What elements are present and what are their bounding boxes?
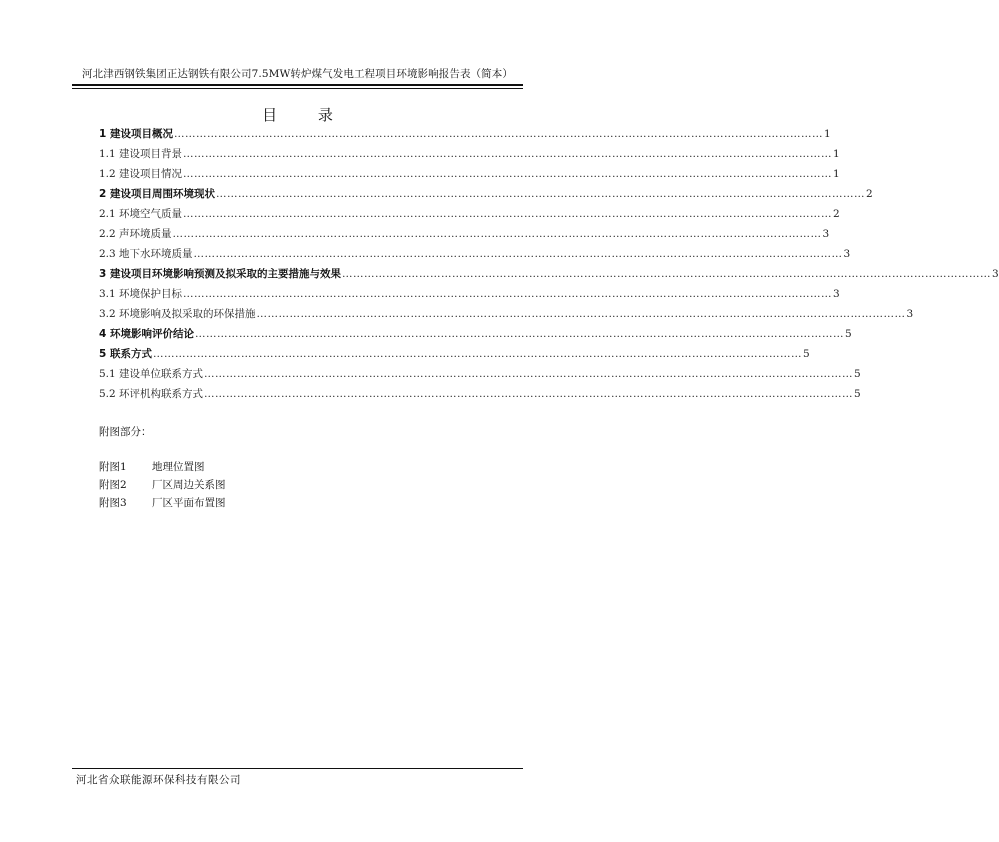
toc-dot-leader: …………………………………………………………………………………………………………………………………………………………… <box>172 228 822 240</box>
footer-rule <box>72 768 523 769</box>
toc-dot-leader: …………………………………………………………………………………………………………………………………………………………… <box>215 188 865 200</box>
appendix-item <box>99 458 226 476</box>
appendix-item-name: 厂区平面布置图 <box>152 497 226 509</box>
toc-entry[interactable] <box>99 304 914 324</box>
toc-dot-leader: …………………………………………………………………………………………………………………………………………………………… <box>194 328 844 340</box>
toc-entry-label: 3 建设项目环境影响预测及拟采取的主要措施与效果 <box>99 268 341 280</box>
toc-entry-label: 5.1 建设单位联系方式 <box>99 368 204 380</box>
appendix-item-number: 附图2 <box>99 479 127 491</box>
toc-entry-label: 3.1 环境保护目标 <box>99 288 183 300</box>
toc-entry-label: 4 环境影响评价结论 <box>99 328 194 340</box>
toc-entry[interactable] <box>99 264 999 284</box>
table-of-contents <box>99 124 999 404</box>
toc-entry-page-number: 1 <box>833 148 840 160</box>
toc-dot-leader: …………………………………………………………………………………………………………………………………………………………… <box>183 288 833 300</box>
toc-dot-leader: …………………………………………………………………………………………………………………………………………………………… <box>341 268 991 280</box>
toc-entry[interactable] <box>99 184 873 204</box>
toc-entry[interactable] <box>99 244 851 264</box>
toc-entry[interactable] <box>99 204 840 224</box>
toc-dot-leader: …………………………………………………………………………………………………………………………………………………………… <box>183 168 833 180</box>
toc-entry[interactable] <box>99 224 830 244</box>
page-footer: 河北省众联能源环保科技有限公司 <box>76 774 241 786</box>
toc-entry-label: 2.1 环境空气质量 <box>99 208 183 220</box>
toc-entry-page-number: 1 <box>833 168 840 180</box>
toc-entry-label: 2.3 地下水环境质量 <box>99 248 193 260</box>
toc-entry[interactable] <box>99 324 852 344</box>
toc-entry[interactable] <box>99 284 840 304</box>
toc-entry-page-number: 5 <box>854 368 861 380</box>
toc-entry-label: 5.2 环评机构联系方式 <box>99 388 204 400</box>
appendix-item-name: 地理位置图 <box>152 461 205 473</box>
toc-entry-page-number: 3 <box>822 228 830 240</box>
toc-dot-leader: …………………………………………………………………………………………………………………………………………………………… <box>204 388 854 400</box>
toc-entry-page-number: 2 <box>833 208 840 220</box>
header-rule-thin <box>72 88 523 89</box>
toc-title: 目 录 <box>262 106 351 124</box>
toc-entry-label: 1.1 建设项目背景 <box>99 148 183 160</box>
toc-entry-page-number: 5 <box>802 348 810 360</box>
toc-entry-label: 1 建设项目概况 <box>99 128 173 140</box>
toc-entry[interactable] <box>99 344 810 364</box>
toc-entry-page-number: 5 <box>844 328 852 340</box>
toc-dot-leader: …………………………………………………………………………………………………………………………………………………………… <box>183 148 833 160</box>
toc-entry-label: 2 建设项目周围环境现状 <box>99 188 215 200</box>
appendix-list <box>99 458 226 512</box>
appendix-item-number: 附图3 <box>99 497 127 509</box>
toc-entry-page-number: 3 <box>991 268 999 280</box>
appendix-item <box>99 476 226 494</box>
toc-entry-page-number: 1 <box>823 128 831 140</box>
toc-entry[interactable] <box>99 144 840 164</box>
appendix-item <box>99 494 226 512</box>
toc-entry-label: 2.2 声环境质量 <box>99 228 172 240</box>
page-header: 河北津西钢铁集团正达钢铁有限公司7.5MW转炉煤气发电工程项目环境影响报告表（简本） <box>82 68 513 80</box>
toc-entry-page-number: 3 <box>833 288 840 300</box>
toc-entry-label: 5 联系方式 <box>99 348 152 360</box>
toc-entry-page-number: 2 <box>865 188 873 200</box>
toc-entry[interactable] <box>99 124 831 144</box>
toc-dot-leader: …………………………………………………………………………………………………………………………………………………………… <box>152 348 802 360</box>
toc-entry-label: 1.2 建设项目情况 <box>99 168 183 180</box>
appendix-item-name: 厂区周边关系图 <box>152 479 226 491</box>
toc-dot-leader: …………………………………………………………………………………………………………………………………………………………… <box>256 308 906 320</box>
toc-entry-page-number: 5 <box>854 388 861 400</box>
appendix-item-number: 附图1 <box>99 461 127 473</box>
header-rule-thick <box>72 84 523 86</box>
appendix-title: 附图部分： <box>99 426 152 438</box>
toc-dot-leader: …………………………………………………………………………………………………………………………………………………………… <box>204 368 854 380</box>
toc-entry-page-number: 3 <box>843 248 851 260</box>
toc-entry-page-number: 3 <box>906 308 914 320</box>
toc-entry[interactable] <box>99 364 861 384</box>
toc-entry[interactable] <box>99 384 861 404</box>
toc-dot-leader: …………………………………………………………………………………………………………………………………………………………… <box>173 128 823 140</box>
toc-dot-leader: …………………………………………………………………………………………………………………………………………………………… <box>193 248 843 260</box>
toc-entry-label: 3.2 环境影响及拟采取的环保措施 <box>99 308 256 320</box>
toc-entry[interactable] <box>99 164 840 184</box>
toc-dot-leader: …………………………………………………………………………………………………………………………………………………………… <box>183 208 833 220</box>
